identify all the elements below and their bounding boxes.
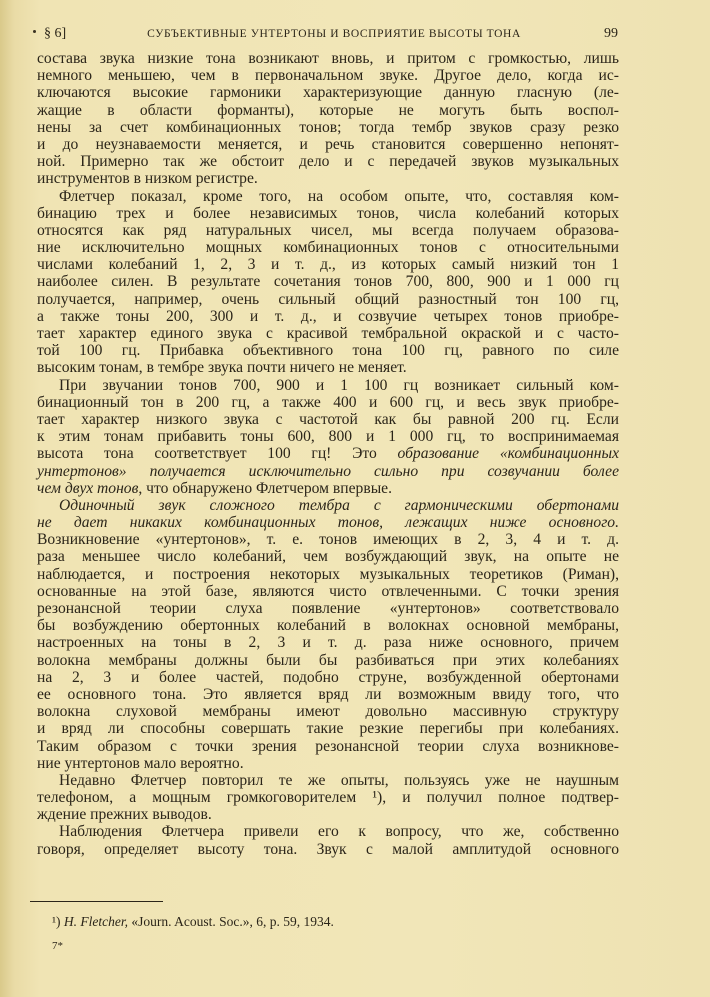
text-line: [37, 445, 619, 462]
footnote-text: «Journ. Acoust. Soc.», 6, p. 59, 1934.: [131, 914, 334, 929]
text-line: При звучании тонов 700, 900 и 1 100 гц возникает сильный ком-: [59, 376, 619, 394]
text-line: ние исключительно мощных комбинационных тонов с относительными: [37, 239, 619, 257]
text-line: Возникновение «унтертонов», т. е. тонов имеющих в 2, 3, 4 и т. д.: [37, 531, 619, 549]
footnote-rule: [30, 901, 163, 902]
text-line: волокна слуховой мембраны имеют довольно массивную структуру: [37, 703, 619, 721]
text-line: [37, 463, 619, 480]
text-line: числами колебаний 1, 2, 3 и т. д., из которых самый низкий тон 1: [37, 256, 619, 274]
footnote-marker: ¹): [52, 914, 61, 929]
text-line: и вряд ли способны совершать такие резкие перегибы при колебаниях.: [37, 720, 619, 738]
text-line: основанные на этой базе, являются чисто отвлеченными. С точки зрения: [37, 582, 619, 600]
text-line: наблюдается, и построения некоторых музыкальных теоретиков (Риман),: [37, 565, 619, 583]
paragraph: [37, 772, 619, 824]
text-line: получается, например, очень сильный общий разностный тон 100 гц,: [37, 290, 619, 308]
text-line: Недавно Флетчер повторил те же опыты, пользуясь уже не наушным: [59, 771, 619, 789]
paragraph: [37, 497, 619, 772]
text-line: волокна мембраны должны были бы разбиваться при этих колебаниях: [37, 651, 619, 669]
italic-emphasis: Одиночный звук сложного тембра с гармоническими обертонами: [59, 496, 619, 514]
text-line: той 100 гц. Прибавка объективного тона 100 гц, равного по силе: [37, 342, 619, 360]
text-line: бинационный тон в 200 гц, а также 400 и 600 гц, и весь звук приобре-: [37, 393, 619, 411]
footnote-author: H. Fletcher,: [63, 914, 129, 929]
running-title: СУБЪЕКТИВНЫЕ УНТЕРТОНЫ И ВОСПРИЯТИЕ ВЫСОТЫ ТОНА: [147, 28, 521, 40]
signature-mark: 7*: [52, 940, 63, 952]
text-line: ключаются высокие гармоники характеризующие данную гласную (ле-: [37, 84, 619, 102]
text-line: [37, 480, 619, 497]
text-line: ной. Примерно так же обстоит дело и с передачей звуков музыкальных: [37, 153, 619, 171]
text-line: ее основного тона. Это является вряд ли возможным ввиду того, что: [37, 685, 619, 703]
text-line: бинацию трех и более независимых тонов, числа колебаний которых: [37, 204, 619, 222]
paragraph: [37, 823, 619, 857]
text-line: [37, 514, 619, 531]
text-line: относятся как ряд натуральных чисел, мы всегда получаем образова-: [37, 221, 619, 239]
italic-emphasis: унтертонов» получается исключительно сильно при созвучании более: [37, 462, 619, 480]
paragraph: [37, 50, 619, 188]
text-line: а также тоны 200, 300 и т. д., и созвучие четырех тонов приобре-: [37, 307, 619, 325]
page-number: 99: [604, 26, 618, 41]
text-line: Флетчер показал, кроме того, на особом опыте, что, составляя ком-: [59, 187, 619, 205]
body-text: [37, 50, 619, 858]
text-line: жащие в области форманты), которые не могуть быть воспол-: [37, 101, 619, 119]
text-line: телефоном, а мощным громкоговорителем ¹), и получил полное подтвер-: [37, 789, 619, 807]
text-line: говоря, определяет высоту тона. Звук с малой амплитудой основного: [37, 840, 619, 858]
text-line: нены за счет комбинационных тонов; тогда тембр звуков сразу резко: [37, 118, 619, 136]
text-line: наиболее силен. В результате сочетания тонов 700, 800, 900 и 1 000 гц: [37, 273, 619, 291]
text-line: ждение прежних выводов.: [37, 806, 212, 824]
footnote: [52, 914, 334, 930]
paragraph: [37, 188, 619, 377]
text-line: настроенных на тоны в 2, 3 и т. д. раза ниже основного, причем: [37, 634, 619, 652]
text-line: немного меньшею, чем в первоначальном звуке. Другое дело, когда ис-: [37, 67, 619, 85]
text-segment: высота тона соответствует 100 гц! Это: [37, 445, 398, 463]
text-line: инструментов в низком регистре.: [37, 170, 258, 188]
text-line: Наблюдения Флетчера привели его к вопросу, что же, собственно: [59, 823, 619, 841]
section-number: § 6]: [44, 26, 67, 41]
italic-emphasis: не дает никаких комбинационных тонов, лежащих ниже основного.: [37, 514, 619, 532]
text-line: резонансной теории слуха появление «унтертонов» соответствовало: [37, 600, 619, 617]
text-segment: , что обнаружено Флетчером впервые.: [138, 479, 393, 497]
text-line: на 2, 3 и более частей, подобно струне, возбужденной обертонами: [37, 668, 619, 686]
text-line: Таким образом с точки зрения резонансной теории слуха возникнове-: [37, 737, 619, 755]
italic-emphasis: образование «комбинационных: [397, 445, 619, 463]
text-line: тает характер единого звука с красивой тембральной окраской и с часто-: [37, 325, 619, 342]
text-line: ние унтертонов мало вероятно.: [37, 754, 244, 772]
text-line: бы возбуждению обертонных колебаний в волокнах основной мембраны,: [37, 617, 619, 635]
text-line: состава звука низкие тона возникают вновь, и притом с громкостью, лишь: [37, 50, 619, 67]
scan-speck: [33, 30, 36, 33]
text-line: к этим тонам прибавить тоны 600, 800 и 1 000 гц, то воспринимаемая: [37, 428, 619, 446]
paragraph: [37, 377, 619, 497]
running-header: [40, 26, 620, 46]
text-line: [37, 497, 619, 514]
text-line: тает характер низкого звука с частотой как бы равной 200 гц. Если: [37, 410, 619, 428]
text-line: и до неузнаваемости меняется, и речь становится совершенно непонят-: [37, 135, 619, 153]
text-line: высоким тонам, в тембре звука почти ничего не меняет.: [37, 359, 407, 377]
text-line: раза меньшее число колебаний, чем возбуждающий звук, на опыте не: [37, 548, 619, 566]
italic-emphasis: чем двух тонов: [37, 479, 139, 497]
